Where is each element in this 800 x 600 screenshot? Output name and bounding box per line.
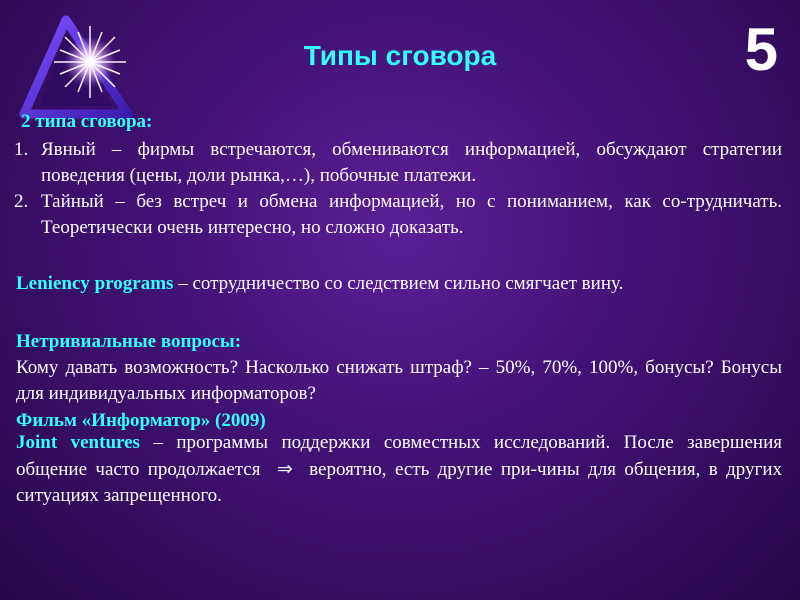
list-item-text: Явный – фирмы встречаются, обмениваются информацией, обсуждают стратегии поведения (цены, доли рынка,…), побочные платежи. — [41, 139, 782, 186]
joint-ventures-text-1: – программы поддержки совместных исследований. После завершения общение часто продолжается — [16, 432, 782, 480]
nontrivial-heading: Нетривиальные вопросы: — [16, 331, 242, 352]
film-reference: Фильм «Информатор» (2009) — [16, 410, 266, 431]
list-item-number: 2. — [14, 191, 29, 212]
implies-arrow-icon: ⇒ — [276, 458, 293, 480]
collusion-types-list — [14, 137, 782, 241]
leniency-term: Leniency programs — [16, 273, 174, 294]
joint-ventures-text-2: вероятно, есть другие при-чины для общения, в других ситуациях запрещенного. — [16, 459, 782, 506]
nontrivial-text: Кому давать возможность? Насколько снижать штраф? – 50%, 70%, 100%, бонусы? Бонусы для индивидуальных информаторов? — [16, 357, 782, 404]
joint-ventures-term: Joint ventures — [16, 432, 140, 453]
list-item — [14, 189, 782, 241]
list-item — [14, 137, 782, 189]
list-item-text: Тайный – без встреч и обмена информацией, но с пониманием, как со-трудничать. Теоретически очень интересно, но сложно доказать. — [41, 191, 782, 238]
joint-ventures-paragraph — [16, 430, 782, 509]
slide-title: Типы сговора — [303, 40, 497, 71]
slide-number: 5 — [744, 16, 778, 83]
leniency-text: – сотрудничество со следствием сильно смягчает вину. — [173, 273, 624, 294]
collusion-types-heading: 2 типа сговора: — [21, 111, 153, 132]
leniency-paragraph — [16, 271, 782, 297]
list-item-number: 1. — [14, 139, 29, 160]
